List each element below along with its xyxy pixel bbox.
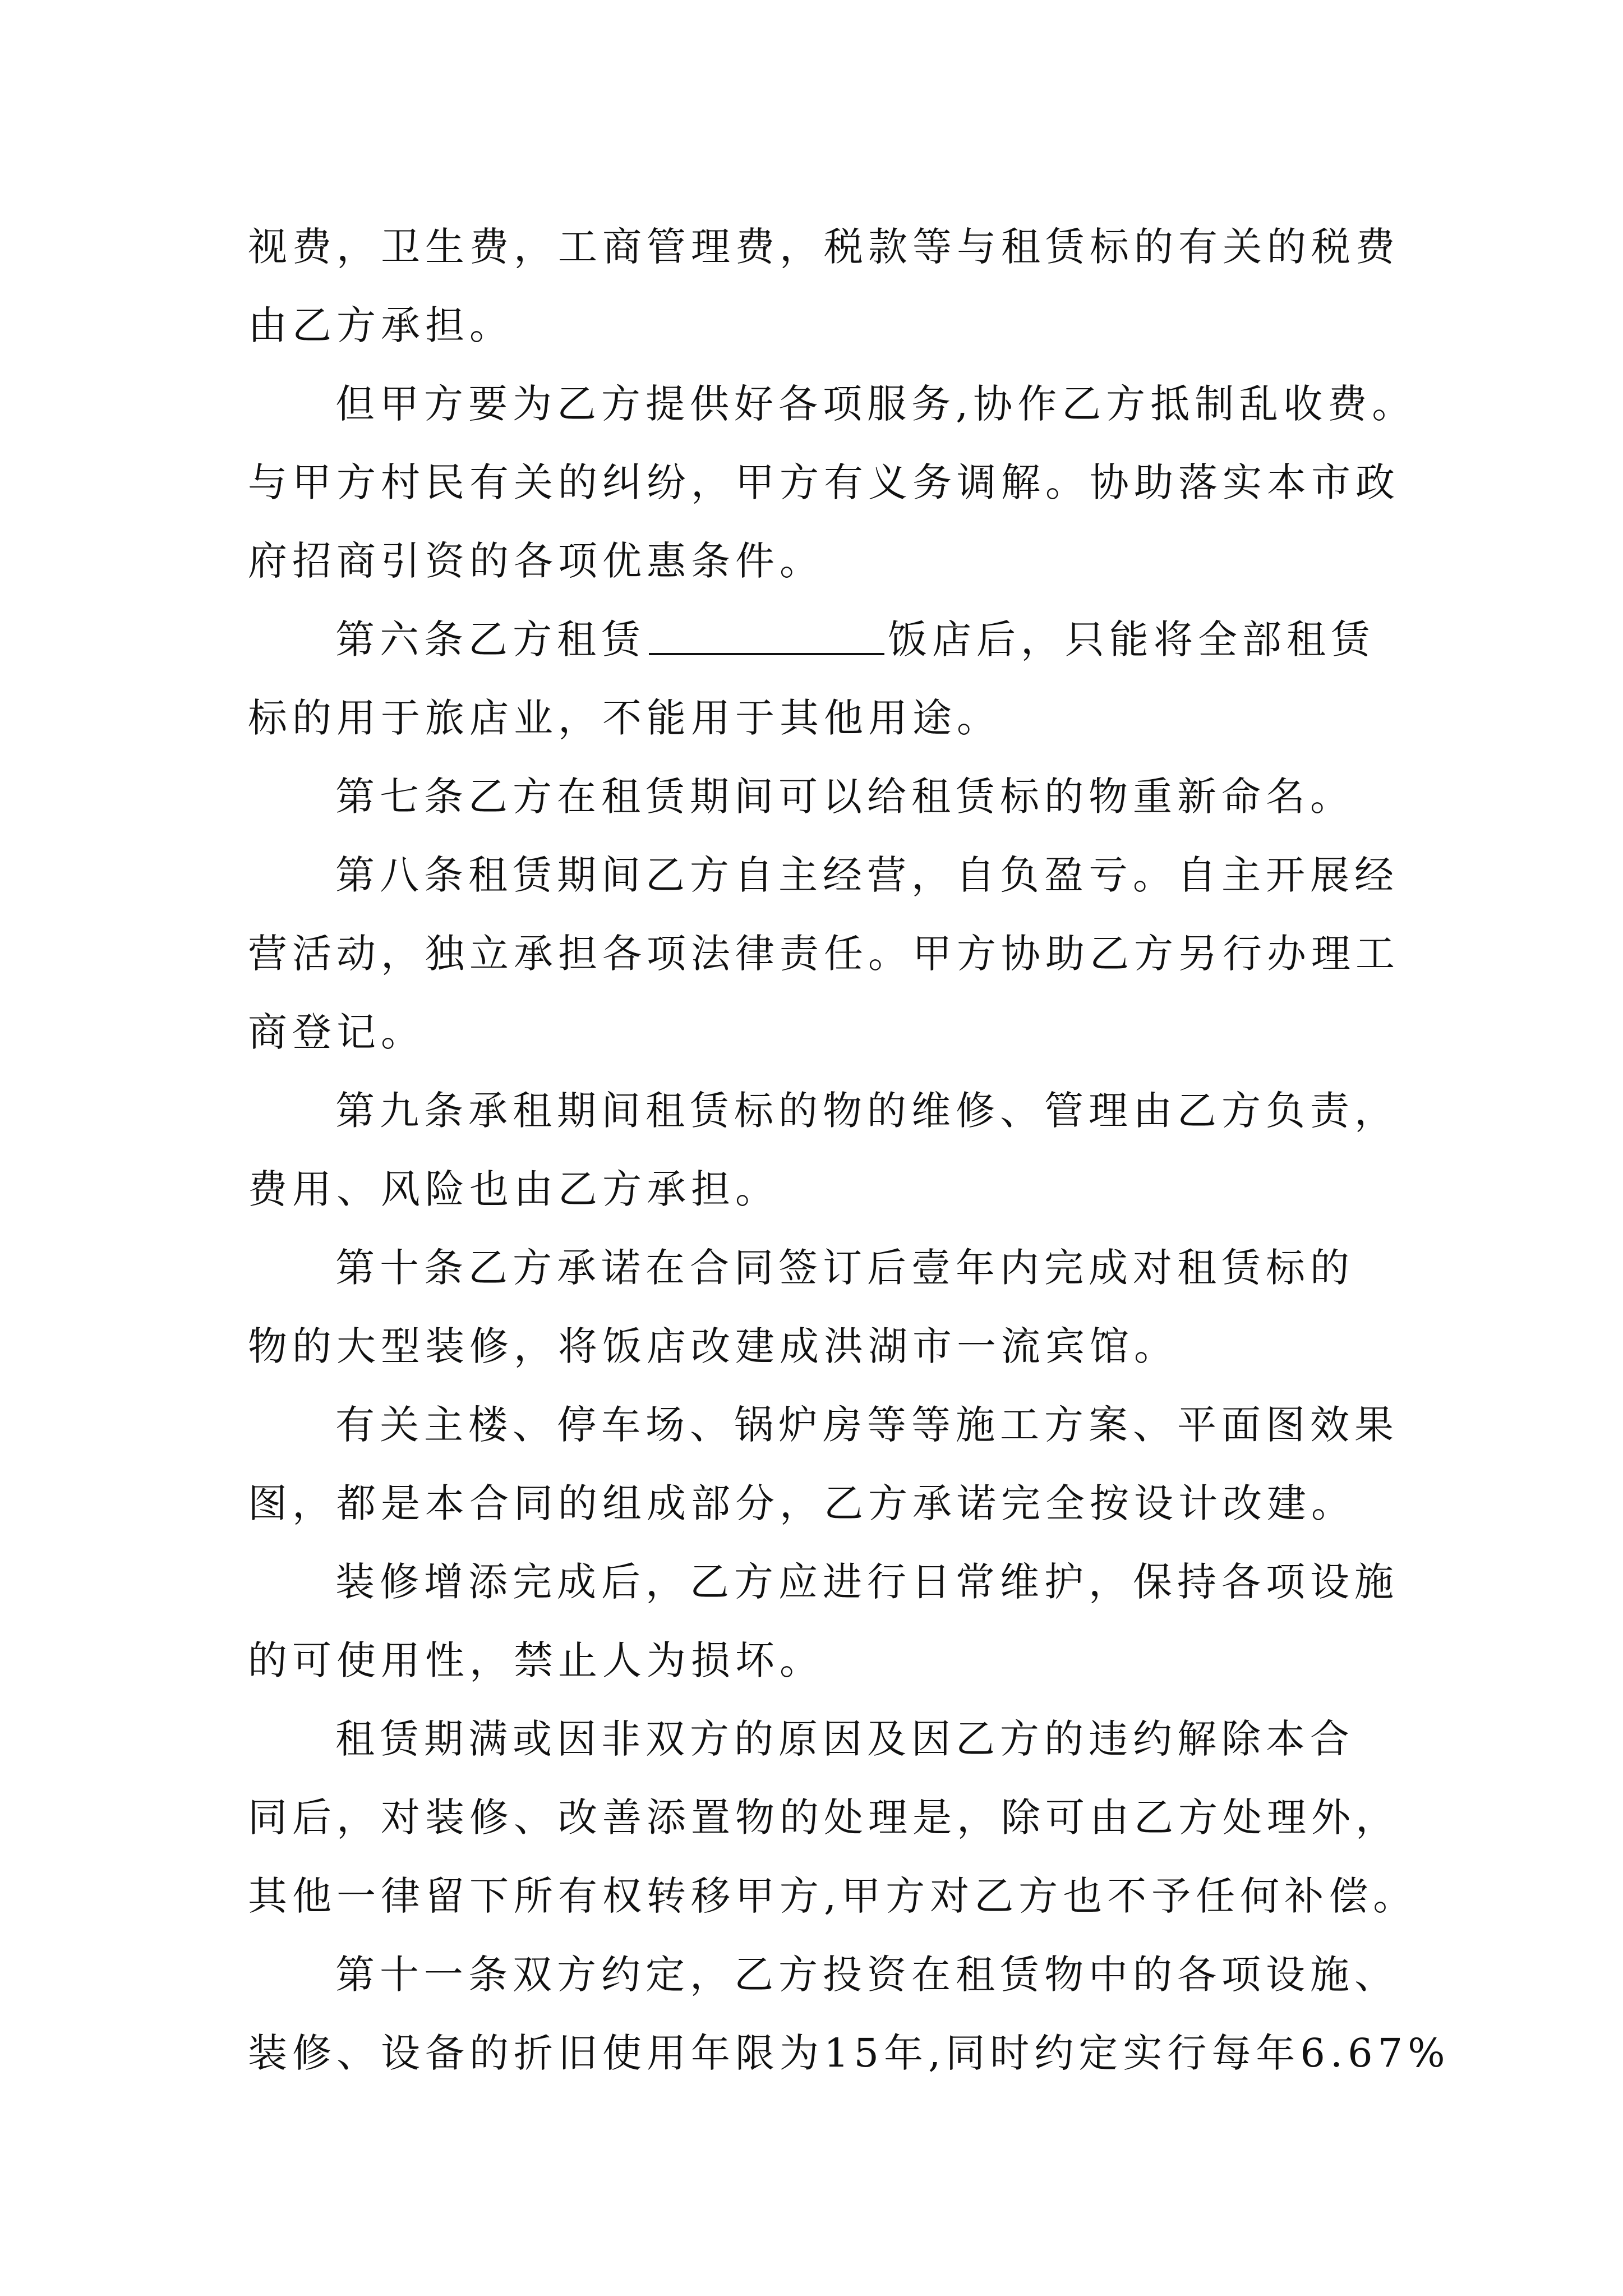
article-11-line: 第十一条双方约定，乙方投资在租赁物中的各项设施、 <box>335 1952 1399 1998</box>
paragraph-line: 装修增添完成后，乙方应进行日常维护，保持各项设施 <box>335 1559 1399 1605</box>
text-line: 费用、风险也由乙方承担。 <box>248 1166 780 1212</box>
article-6-start: 第六条乙方租赁 <box>335 616 645 662</box>
text-line: 视费，卫生费，工商管理费，税款等与租赁标的有关的税费 <box>248 224 1400 270</box>
article-8-line: 第八条租赁期间乙方自主经营，自负盈亏。自主开展经 <box>335 852 1399 898</box>
text-line: 标的用于旅店业，不能用于其他用途。 <box>248 695 1001 741</box>
paragraph-line: 有关主楼、停车场、锅炉房等等施工方案、平面图效果 <box>335 1402 1399 1448</box>
text-line: 府招商引资的各项优惠条件。 <box>248 538 824 584</box>
text-line: 同后，对装修、改善添置物的处理是，除可由乙方处理外， <box>248 1795 1400 1841</box>
text-line: 其他一律留下所有权转移甲方,甲方对乙方也不予任何补偿。 <box>248 1873 1418 1919</box>
article-6-end: 饭店后，只能将全部租赁 <box>888 616 1375 662</box>
text-line: 商登记。 <box>248 1009 425 1055</box>
blank-underline <box>649 614 884 655</box>
text-line: 装修、设备的折旧使用年限为15年,同时约定实行每年6.67% <box>248 2030 1450 2076</box>
paragraph-line: 但甲方要为乙方提供好各项服务,协作乙方抵制乱收费。 <box>335 381 1417 427</box>
text-line: 营活动，独立承担各项法律责任。甲方协助乙方另行办理工 <box>248 931 1400 977</box>
text-line: 物的大型装修，将饭店改建成洪湖市一流宾馆。 <box>248 1323 1178 1369</box>
article-10-line: 第十条乙方承诺在合同签订后壹年内完成对租赁标的 <box>335 1245 1354 1291</box>
article-6-line <box>335 600 1375 679</box>
article-7-line: 第七条乙方在租赁期间可以给租赁标的物重新命名。 <box>335 774 1354 820</box>
article-9-line: 第九条承租期间租赁标的物的维修、管理由乙方负责， <box>335 1088 1399 1134</box>
text-line: 与甲方村民有关的纠纷，甲方有义务调解。协助落实本市政 <box>248 459 1400 505</box>
paragraph-line: 租赁期满或因非双方的原因及因乙方的违约解除本合 <box>335 1716 1354 1762</box>
text-line: 由乙方承担。 <box>248 302 514 348</box>
text-line: 图，都是本合同的组成部分，乙方承诺完全按设计改建。 <box>248 1480 1355 1526</box>
text-line: 的可使用性，禁止人为损坏。 <box>248 1637 824 1683</box>
